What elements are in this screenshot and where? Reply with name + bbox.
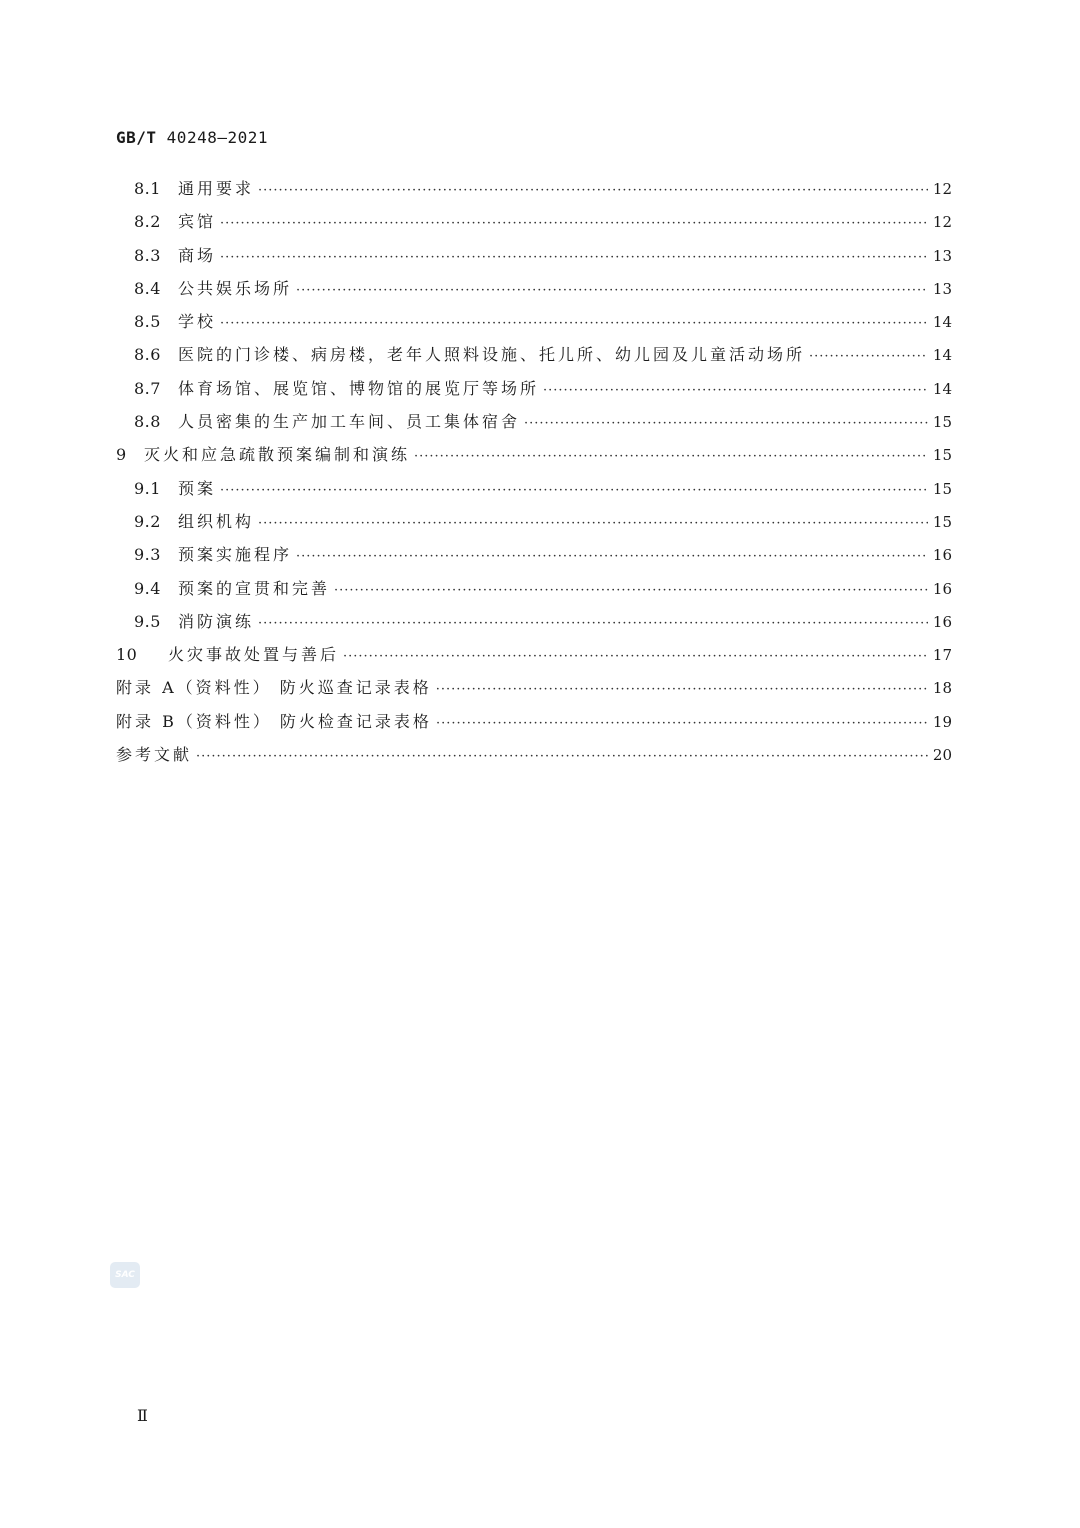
document-header — [116, 128, 268, 147]
toc-dot-leader — [809, 340, 928, 373]
toc-entry-title: 通用要求 — [178, 179, 255, 198]
toc-entry-page: 19 — [932, 712, 952, 731]
toc-entry-number: 9.1 — [134, 478, 161, 498]
toc-entry-number: 8.1 — [134, 179, 161, 198]
toc-dot-leader — [334, 574, 928, 607]
toc-entry-page: 16 — [932, 612, 952, 631]
toc-entry-title: 公共娱乐场所 — [178, 278, 293, 298]
toc-entry-title: 预案实施程序 — [178, 545, 293, 565]
toc-dot-leader — [220, 474, 928, 507]
toc-entry-number: 8.3 — [134, 245, 161, 265]
toc-entry-page: 12 — [932, 180, 952, 198]
toc-dot-leader — [220, 241, 928, 274]
toc-entry-number: 8.5 — [134, 312, 161, 332]
toc-entry-page: 14 — [932, 379, 952, 398]
toc-entry-title: 灭火和应急疏散预案编制和演练 — [144, 445, 411, 465]
toc-entry-number: 9.3 — [134, 545, 161, 565]
toc-entry-title: 消防演练 — [178, 611, 255, 631]
toc-entry-title: 火灾事故处置与善后 — [168, 645, 340, 665]
toc-dot-leader — [296, 274, 928, 307]
toc-entry-title: 参考文献 — [116, 745, 193, 765]
toc-entry-page: 17 — [932, 646, 952, 665]
toc-entry-number: 9.5 — [134, 611, 161, 631]
toc-entry[interactable] — [116, 372, 952, 405]
toc-entry-title: 学校 — [178, 312, 217, 332]
toc-entry[interactable] — [116, 605, 952, 638]
toc-entry-title: 宾馆 — [178, 212, 217, 232]
toc-entry-page: 14 — [932, 346, 952, 365]
toc-entry-title: 人员密集的生产加工车间、员工集体宿舍 — [178, 412, 521, 432]
toc-entry-title: 组织机构 — [178, 511, 255, 531]
toc-entry-title: 医院的门诊楼、病房楼，老年人照料设施、托儿所、幼儿园及儿童活动场所 — [178, 345, 806, 365]
standard-code: GB/T — [116, 128, 157, 147]
toc-dot-leader — [436, 673, 928, 706]
toc-entry-number: 8.4 — [134, 278, 161, 298]
toc-entry-number: 9.4 — [134, 578, 161, 598]
toc-entry-page: 16 — [932, 579, 952, 598]
toc-entry-page: 13 — [932, 279, 952, 298]
toc-entry-number: 8.8 — [134, 412, 161, 432]
toc-entry-page: 15 — [932, 413, 952, 432]
toc-dot-leader — [543, 374, 928, 407]
toc-entry-page: 15 — [932, 479, 952, 498]
toc-entry-page: 12 — [932, 213, 952, 232]
toc-entry-number: 8.6 — [134, 345, 161, 365]
toc-entry-title: 体育场馆、展览馆、博物馆的展览厅等场所 — [178, 378, 540, 398]
toc-entry-number: 10 — [116, 645, 138, 665]
toc-entry[interactable] — [116, 172, 952, 205]
toc-dot-leader — [343, 640, 928, 673]
page-number: Ⅱ — [137, 1406, 148, 1425]
toc-entry-page: 15 — [932, 512, 952, 531]
toc-entry[interactable] — [116, 438, 952, 471]
toc-entry-page: 18 — [932, 679, 952, 698]
toc-entry-number: 9 — [116, 445, 127, 465]
toc-entry-page: 16 — [932, 546, 952, 565]
toc-entry[interactable] — [116, 505, 952, 538]
toc-dot-leader — [258, 507, 928, 540]
toc-entry[interactable] — [116, 205, 952, 238]
toc-entry[interactable] — [116, 338, 952, 371]
toc-entry-page: 20 — [932, 746, 952, 765]
toc-dot-leader — [414, 440, 928, 473]
toc-entry[interactable] — [116, 738, 952, 771]
toc-entry-number: 8.2 — [134, 212, 161, 232]
toc-dot-leader — [436, 707, 928, 740]
toc-dot-leader — [524, 407, 928, 440]
toc-entry[interactable] — [116, 638, 952, 671]
toc-entry-title: 预案 — [178, 478, 217, 498]
toc-dot-leader — [196, 740, 928, 773]
toc-entry[interactable] — [116, 472, 952, 505]
toc-entry[interactable] — [116, 671, 952, 704]
toc-entry[interactable] — [116, 405, 952, 438]
toc-entry-title: 附录 B（资料性） 防火检查记录表格 — [116, 711, 432, 731]
toc-entry[interactable] — [116, 239, 952, 272]
toc-entry-number: 8.7 — [134, 378, 161, 398]
toc-dot-leader — [220, 307, 928, 340]
toc-dot-leader — [220, 207, 928, 240]
toc-entry[interactable] — [116, 705, 952, 738]
toc-entry-page: 13 — [932, 246, 952, 265]
toc-entry[interactable] — [116, 572, 952, 605]
toc-entry-title: 商场 — [178, 245, 217, 265]
sac-logo-icon: SAC — [110, 1262, 140, 1288]
toc-entry[interactable] — [116, 272, 952, 305]
toc-entry-title: 附录 A（资料性） 防火巡查记录表格 — [116, 678, 432, 698]
toc-entry[interactable] — [116, 538, 952, 571]
toc-entry-number: 9.2 — [134, 511, 161, 531]
toc-dot-leader — [258, 174, 928, 207]
toc-dot-leader — [258, 607, 928, 640]
toc-entry[interactable] — [116, 305, 952, 338]
toc-dot-leader — [296, 540, 928, 573]
table-of-contents — [116, 172, 952, 771]
toc-entry-page: 15 — [932, 446, 952, 465]
toc-entry-title: 预案的宣贯和完善 — [178, 578, 331, 598]
standard-number: 40248—2021 — [166, 128, 268, 147]
toc-entry-page: 14 — [932, 313, 952, 332]
